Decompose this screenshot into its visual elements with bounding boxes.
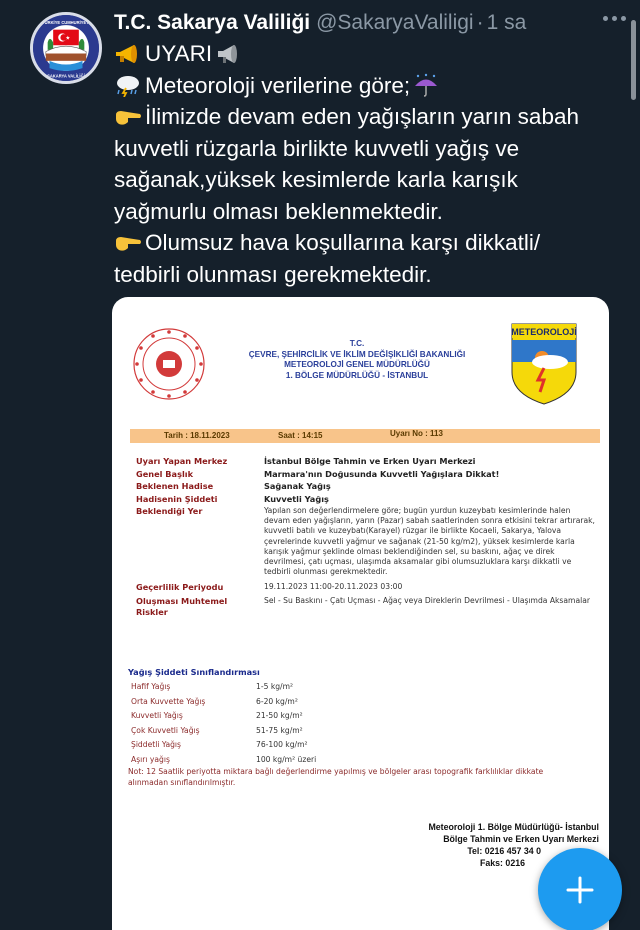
detail-label: Genel Başlık	[136, 468, 194, 479]
class-value: 6-20 kg/m²	[256, 696, 298, 706]
tweet-line	[114, 259, 614, 291]
detail-row	[136, 456, 596, 467]
document-heading	[212, 339, 502, 381]
svg-text:TÜRKİYE CUMHURİYETİ: TÜRKİYE CUMHURİYETİ	[42, 20, 90, 26]
avatar[interactable]	[30, 12, 102, 84]
class-value: 1-5 kg/m²	[256, 682, 294, 691]
meteoroloji-shield-icon	[510, 322, 578, 406]
pointing-hand-icon	[114, 105, 142, 129]
author-handle[interactable]: @SakaryaValiligi	[316, 11, 474, 34]
tweet-line-text: Olumsuz hava koşullarına karşı dikkatli/	[145, 230, 541, 255]
tweet-line	[114, 164, 614, 196]
footer-line: Bölge Tahmin ve Erken Uyarı Merkezi	[443, 834, 599, 844]
footer-fax: Faks: 0216	[480, 858, 525, 868]
warning-info-bar	[130, 429, 600, 443]
detail-row	[136, 481, 596, 492]
tweet-line	[114, 70, 614, 102]
sakarya-valiligi-seal-icon	[33, 15, 99, 81]
warning-number: Uyarı No : 113	[390, 429, 443, 438]
footer-line: Meteoroloji 1. Bölge Müdürlüğü- İstanbul	[428, 822, 599, 832]
tweet-line	[114, 133, 614, 165]
warning-details	[136, 456, 596, 620]
more-options-button[interactable]	[603, 16, 626, 21]
class-name: Çok Kuvvetli Yağış	[131, 725, 200, 735]
tweet-line-text: UYARI	[145, 41, 213, 66]
warning-date: Tarih : 18.11.2023	[164, 431, 230, 440]
heading-line-tc: T.C.	[349, 339, 365, 348]
tweet-header	[114, 8, 620, 38]
heading-line-ministry: ÇEVRE, ŞEHİRCİLİK VE İKLİM DEĞİŞİKLİĞİ BAKANLIĞI	[248, 349, 466, 359]
detail-label: Hadisenin Şiddeti	[136, 493, 218, 504]
author-display-name[interactable]: T.C. Sakarya Valiliği	[114, 11, 311, 34]
tweet-line-text: sağanak,yüksek kesimlerde karla karışık	[114, 167, 518, 192]
more-dot	[621, 16, 626, 21]
class-name: Hafif Yağış	[131, 682, 171, 691]
more-horizontal-icon	[603, 16, 608, 21]
ministry-seal-icon	[132, 327, 206, 401]
class-name: Aşırı yağış	[131, 754, 170, 764]
detail-row	[136, 596, 596, 618]
warning-time: Saat : 14:15	[278, 431, 323, 440]
cloud-rain-lightning-icon	[114, 73, 142, 97]
loudspeaker-icon	[214, 42, 242, 66]
detail-row	[136, 506, 596, 577]
detail-value: Yapılan son değerlendirmelere göre; bugün yurdun kuzeybatı kesimlerinde halen devam eden yağışların, yarın (Pazar) sabah saatlerinden sonra etkisini tekrar artırarak, kuvvetli batılı ve kuzeybatı(Karayel) rüzgar ile birlikte Kocaeli, Sakarya, Yalova çevrelerinde kuvvetli yağmur ve sağanak (21-50 kg/m2), yüksek kesimlerde karla karışık yağmur şeklinde olması beklendiğinden sel, su baskını, ağaç ve direk devrilmesi, çatı uçması, ulaşımda aksamalar gibi olumsuzluklara karşı dikkatli ve tedbirli olunması gerekmektedir.	[264, 506, 595, 577]
class-value: 51-75 kg/m²	[256, 725, 303, 735]
classification-title: Yağış Şiddeti Sınıflandırması	[128, 667, 260, 677]
class-name: Orta Kuvvette Yağış	[131, 696, 206, 706]
plus-icon	[565, 875, 595, 905]
detail-value: Sağanak Yağış	[264, 481, 331, 491]
detail-value: Sel - Su Baskını - Çatı Uçması - Ağaç veya Direklerin Devrilmesi - Ulaşımda Aksamalar	[264, 596, 590, 606]
class-value: 21-50 kg/m²	[256, 711, 303, 720]
footer-phone: Tel: 0216 457 34 0	[467, 846, 541, 856]
tweet-line-text: yağmurlu olması beklenmektedir.	[114, 198, 443, 224]
tweet-line-text: tedbirli olunması gerekmektedir.	[114, 261, 432, 287]
detail-row	[136, 469, 596, 480]
tweet-media-image[interactable]	[112, 297, 609, 930]
umbrella-rain-icon	[412, 73, 440, 97]
classification-note: Not: 12 Saatlik periyotta miktara bağlı değerlendirme yapılmış ve bölgeler arası topografik farklılıklar dikkate alınmadan sınıflandırılmıştır.	[128, 767, 544, 787]
tweet-line	[114, 196, 614, 228]
detail-value: Kuvvetli Yağış	[264, 493, 329, 504]
detail-value: 19.11.2023 11:00-20.11.2023 03:00	[264, 582, 403, 592]
class-value: 100 kg/m² üzeri	[256, 754, 317, 764]
svg-text:SAKARYA VALİLİĞİ: SAKARYA VALİLİĞİ	[47, 73, 85, 79]
tweet-line	[114, 101, 614, 133]
classification-row	[128, 695, 598, 710]
scrollbar[interactable]	[631, 20, 636, 100]
separator-dot: ·	[476, 11, 484, 34]
detail-row	[136, 582, 596, 593]
detail-label: Beklenen Hadise	[136, 481, 214, 491]
classification-row	[128, 724, 598, 739]
heading-line-directorate: METEOROLOJİ GENEL MÜDÜRLÜĞÜ	[284, 360, 430, 369]
precipitation-classification	[128, 667, 598, 788]
classification-row	[128, 753, 598, 768]
detail-row	[136, 494, 596, 505]
tweet-line-text: kuvvetli rüzgarla birlikte kuvvetli yağış ve	[114, 135, 520, 161]
tweet-line	[114, 227, 614, 259]
tweet-timestamp[interactable]: 1 sa	[486, 11, 527, 34]
tweet-line	[114, 38, 614, 70]
class-value: 76-100 kg/m²	[256, 740, 308, 749]
svg-text:METEOROLOJİ: METEOROLOJİ	[511, 327, 577, 337]
class-name: Kuvvetli Yağış	[131, 711, 183, 720]
megaphone-icon	[114, 42, 142, 66]
tweet-text	[114, 38, 614, 290]
more-dot	[612, 16, 617, 21]
detail-label: Beklendiği Yer	[136, 506, 203, 516]
detail-label: Uyarı Yapan Merkez	[136, 456, 228, 466]
detail-value: İstanbul Bölge Tahmin ve Erken Uyarı Merkezi	[264, 456, 476, 466]
tweet-line-text: İlimizde devam eden yağışların yarın sabah	[145, 104, 579, 129]
class-name: Şiddetli Yağış	[131, 740, 181, 749]
classification-row	[128, 738, 598, 753]
compose-tweet-button[interactable]	[538, 848, 622, 930]
heading-line-region: 1. BÖLGE MÜDÜRLÜĞÜ - İSTANBUL	[285, 370, 429, 380]
detail-value: Marmara'nın Doğusunda Kuvvetli Yağışlara Dikkat!	[264, 468, 500, 479]
detail-label: Geçerlilik Periyodu	[136, 582, 224, 593]
classification-row	[128, 680, 598, 695]
tweet-line-text: Meteoroloji verilerine göre;	[145, 72, 411, 98]
pointing-hand-icon	[114, 231, 142, 255]
detail-label: Oluşması Muhtemel Riskler	[136, 596, 228, 618]
classification-row	[128, 709, 598, 724]
